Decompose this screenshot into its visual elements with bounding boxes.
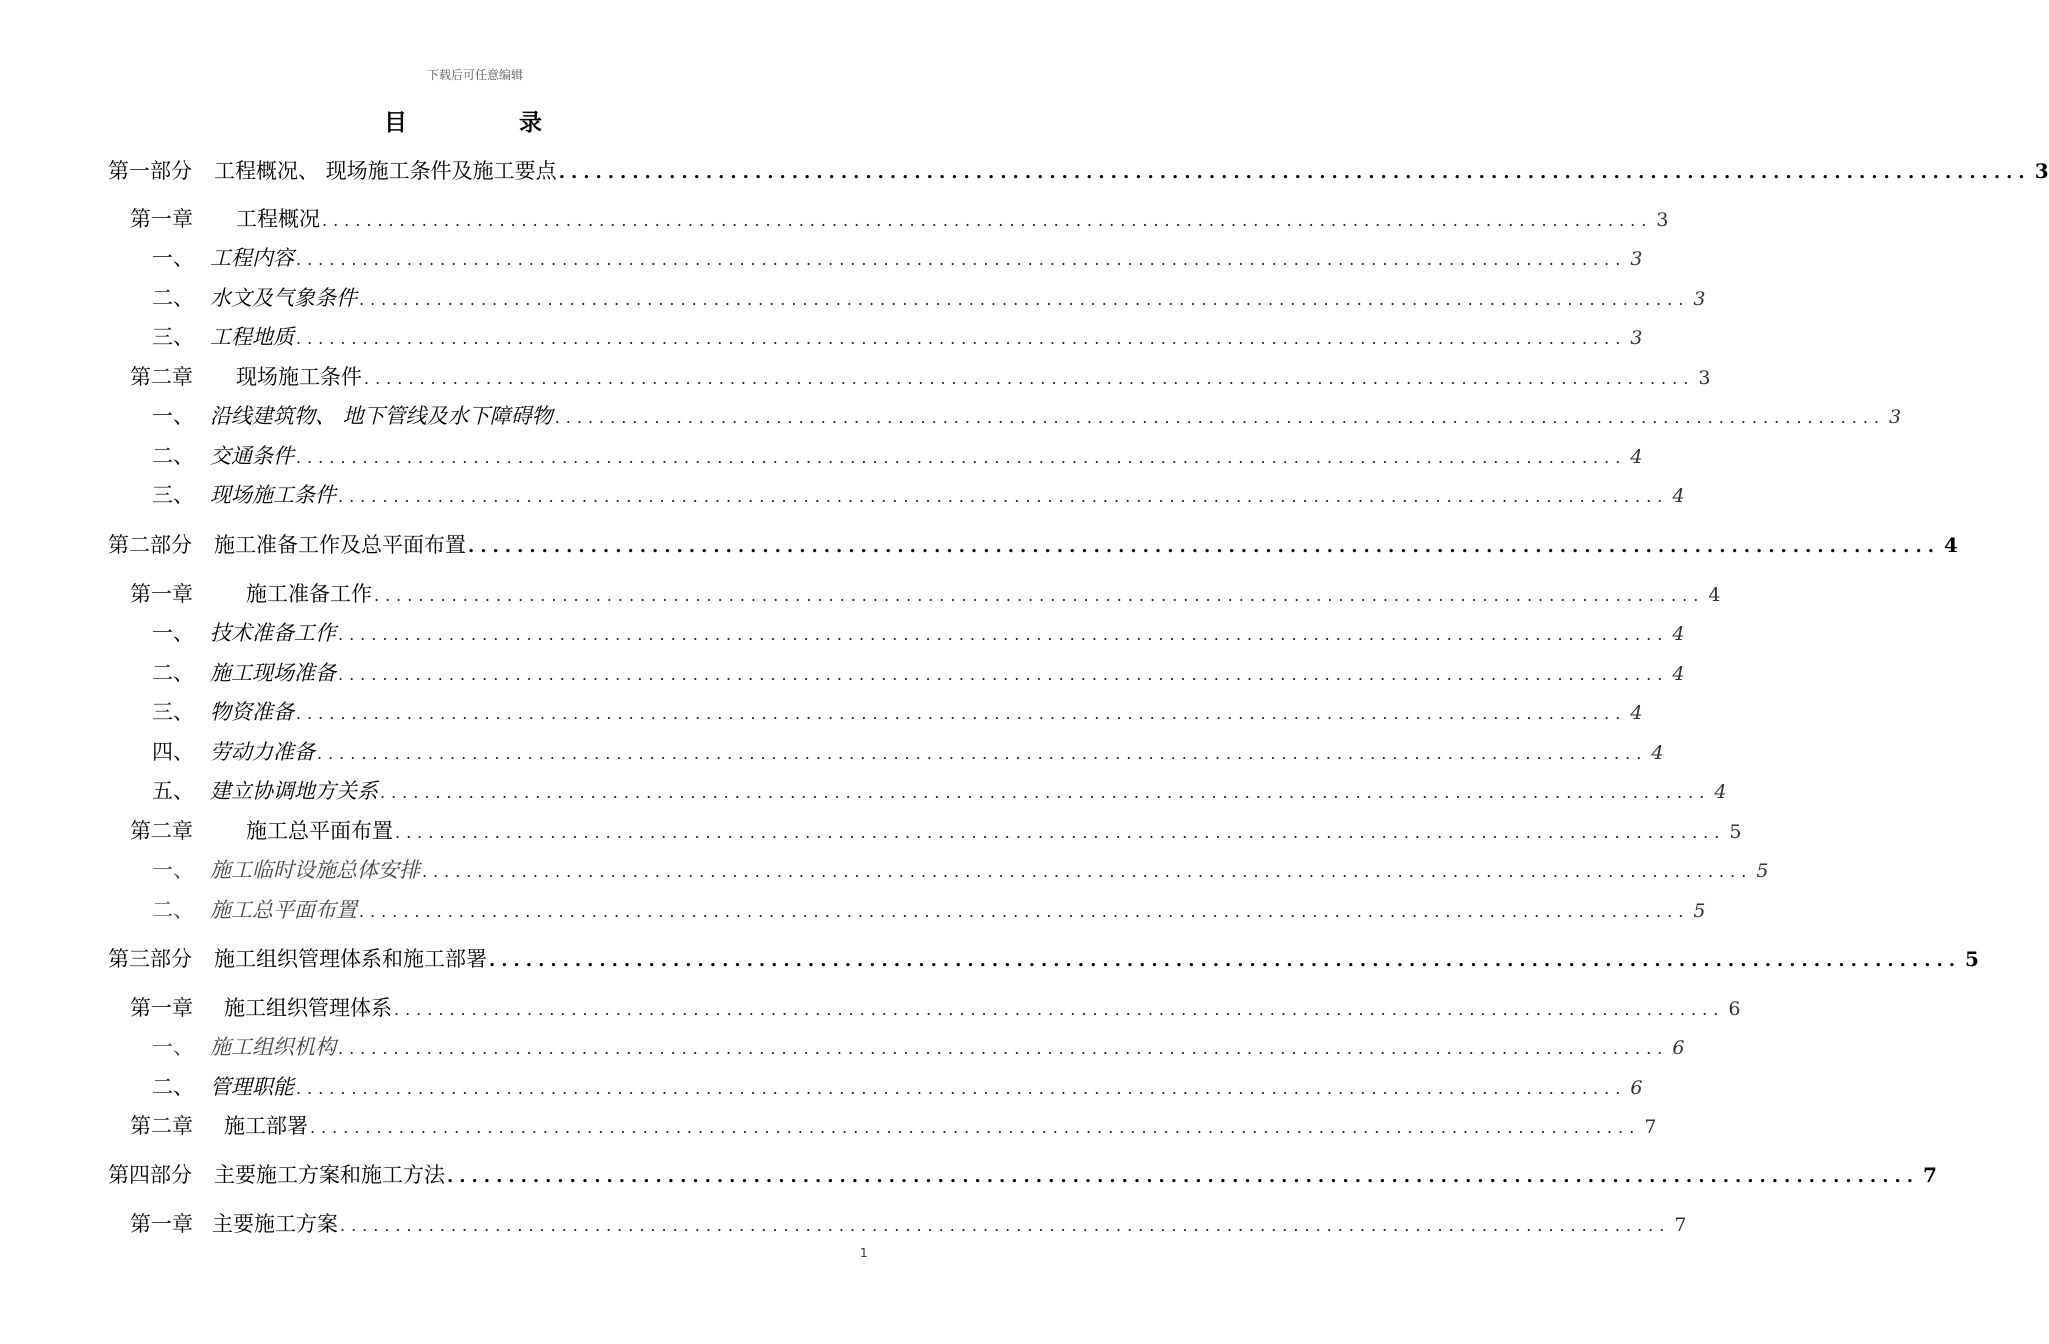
toc-number: 一、: [152, 858, 194, 882]
toc-text: 施工临时设施总体安排: [210, 858, 420, 882]
toc-page: 6: [1630, 1077, 1643, 1099]
toc-number: 第一章: [130, 996, 193, 1020]
toc-text: 施工准备工作: [246, 582, 372, 606]
toc-number: 第三部分: [108, 947, 192, 971]
toc-number: 三、: [152, 483, 194, 507]
toc-section-2-1-3[interactable]: [152, 696, 1643, 726]
toc-section-3-1-1[interactable]: [152, 1031, 1685, 1061]
dot-leader: ........................................................................................................................: [489, 950, 1961, 971]
dot-leader: ........................................................................................................................: [395, 823, 1726, 842]
toc-section-3-1-2[interactable]: [152, 1071, 1643, 1101]
dot-leader: ........................................................................................................................: [296, 1079, 1627, 1098]
toc-page: 4: [1672, 623, 1685, 645]
toc-page: 3: [1693, 288, 1706, 310]
toc-text: 水文及气象条件: [210, 286, 357, 310]
toc-section-1-2-2[interactable]: [152, 440, 1643, 470]
toc-part-4[interactable]: [108, 1159, 1937, 1189]
toc-text: 工程地质: [210, 325, 294, 349]
toc-page: 4: [1708, 584, 1721, 606]
dot-leader: ........................................................................................................................: [359, 290, 1690, 309]
toc-chapter-4-1[interactable]: [130, 1208, 1687, 1238]
toc-page: 7: [1674, 1214, 1687, 1236]
header-note: 下载后可任意编辑: [426, 68, 523, 82]
toc-text: 主要施工方案: [212, 1212, 338, 1236]
toc-number: 第一章: [130, 207, 193, 231]
dot-leader: ........................................................................................................................: [380, 783, 1711, 802]
toc-text: 工程概况、 现场施工条件及施工要点: [214, 159, 557, 183]
dot-leader: ........................................................................................................................: [338, 665, 1669, 684]
toc-chapter-3-1[interactable]: [130, 992, 1741, 1022]
dot-leader: ........................................................................................................................: [338, 625, 1669, 644]
toc-section-2-1-5[interactable]: [152, 775, 1727, 805]
toc-page: 3: [2034, 159, 2049, 183]
toc-text: 管理职能: [210, 1075, 294, 1099]
toc-text: 主要施工方案和施工方法: [214, 1163, 445, 1187]
toc-number: 第二章: [130, 819, 193, 843]
toc-text: 工程概况: [236, 207, 320, 231]
toc-page: 3: [1698, 367, 1711, 389]
dot-leader: ........................................................................................................................: [340, 1216, 1671, 1235]
dot-leader: ........................................................................................................................: [296, 329, 1627, 348]
toc-page: 4: [1630, 446, 1643, 468]
toc-page: 6: [1728, 998, 1741, 1020]
toc-number: 第一章: [130, 582, 193, 606]
toc-number: 一、: [152, 404, 194, 428]
toc-text: 施工准备工作及总平面布置: [214, 533, 466, 557]
toc-number: 第四部分: [108, 1163, 192, 1187]
toc-page: 5: [1693, 900, 1706, 922]
toc-text: 施工现场准备: [210, 661, 336, 685]
toc-page: 6: [1672, 1037, 1685, 1059]
toc-section-2-1-2[interactable]: [152, 657, 1685, 687]
toc-text: 施工组织机构: [210, 1035, 336, 1059]
toc-page: 5: [1756, 860, 1769, 882]
dot-leader: ........................................................................................................................: [447, 1166, 1919, 1187]
toc-text: 施工组织管理体系和施工部署: [214, 947, 487, 971]
dot-leader: ........................................................................................................................: [554, 408, 1885, 427]
toc-text: 工程内容: [210, 246, 294, 270]
dot-leader: ........................................................................................................................: [296, 704, 1627, 723]
toc-number: 一、: [152, 246, 194, 270]
toc-number: 第二章: [130, 365, 193, 389]
toc-part-3[interactable]: [108, 943, 1979, 973]
page-number: 1: [860, 1246, 868, 1260]
toc-page: 7: [1923, 1163, 1937, 1187]
toc-number: 五、: [152, 779, 194, 803]
toc-text: 施工总平面布置: [210, 898, 357, 922]
toc-section-1-1-3[interactable]: [152, 321, 1643, 351]
toc-number: 二、: [152, 286, 194, 310]
toc-number: 一、: [152, 1035, 194, 1059]
toc-number: 第二部分: [108, 533, 192, 557]
toc-text: 劳动力准备: [210, 740, 315, 764]
toc-number: 三、: [152, 700, 194, 724]
toc-number: 一、: [152, 621, 194, 645]
toc-section-1-1-1[interactable]: [152, 242, 1643, 272]
dot-leader: ........................................................................................................................: [422, 862, 1753, 881]
page-title: 目 录: [383, 110, 594, 136]
toc-number: 第二章: [130, 1114, 193, 1138]
toc-number: 二、: [152, 661, 194, 685]
toc-number: 四、: [152, 740, 194, 764]
toc-section-1-2-1[interactable]: [152, 400, 1902, 430]
toc-section-2-2-1[interactable]: [152, 854, 1769, 884]
toc-page: 5: [1965, 947, 1979, 971]
dot-leader: ........................................................................................................................: [374, 586, 1705, 605]
toc-page: 7: [1644, 1116, 1657, 1138]
toc-text: 施工部署: [224, 1114, 308, 1138]
dot-leader: ........................................................................................................................: [364, 369, 1695, 388]
toc-number: 二、: [152, 444, 194, 468]
toc-text: 物资准备: [210, 700, 294, 724]
toc-page: 4: [1630, 702, 1643, 724]
toc-page: 4: [1944, 533, 1958, 557]
dot-leader: ........................................................................................................................: [296, 250, 1627, 269]
toc-page: 5: [1729, 821, 1742, 843]
dot-leader: ........................................................................................................................: [394, 1000, 1725, 1019]
toc-text: 技术准备工作: [210, 621, 336, 645]
toc-section-1-1-2[interactable]: [152, 282, 1706, 312]
dot-leader: ........................................................................................................................: [338, 1039, 1669, 1058]
dot-leader: ........................................................................................................................: [296, 448, 1627, 467]
toc-chapter-1-2[interactable]: [130, 361, 1711, 391]
toc-page: 3: [1656, 209, 1669, 231]
toc-page: 4: [1672, 485, 1685, 507]
toc-part-1[interactable]: [108, 155, 2049, 185]
dot-leader: ........................................................................................................................: [468, 536, 1940, 557]
toc-section-2-1-1[interactable]: [152, 617, 1685, 647]
toc-page: 4: [1651, 742, 1664, 764]
toc-number: 三、: [152, 325, 194, 349]
toc-number: 第一部分: [108, 159, 192, 183]
toc-section-2-1-4[interactable]: [152, 736, 1664, 766]
toc-chapter-1-1[interactable]: [130, 203, 1669, 233]
dot-leader: ........................................................................................................................: [558, 162, 2031, 183]
toc-page: 4: [1714, 781, 1727, 803]
dot-leader: ........................................................................................................................: [338, 487, 1669, 506]
toc-number: 第一章: [130, 1212, 193, 1236]
toc-chapter-2-2[interactable]: [130, 815, 1742, 845]
toc-text: 施工组织管理体系: [224, 996, 392, 1020]
toc-text: 施工总平面布置: [246, 819, 393, 843]
dot-leader: ........................................................................................................................: [359, 902, 1690, 921]
toc-text: 现场施工条件: [210, 483, 336, 507]
toc-text: 建立协调地方关系: [210, 779, 378, 803]
toc-chapter-2-1[interactable]: [130, 578, 1721, 608]
toc-chapter-3-2[interactable]: [130, 1110, 1657, 1140]
toc-page: 4: [1672, 663, 1685, 685]
toc-text: 交通条件: [210, 444, 294, 468]
toc-section-2-2-2[interactable]: [152, 894, 1706, 924]
toc-text: 现场施工条件: [236, 365, 362, 389]
toc-number: 二、: [152, 898, 194, 922]
toc-part-2[interactable]: [108, 529, 1958, 559]
toc-number: 二、: [152, 1075, 194, 1099]
dot-leader: ........................................................................................................................: [310, 1118, 1641, 1137]
toc-page: 3: [1889, 406, 1902, 428]
dot-leader: ........................................................................................................................: [317, 744, 1648, 763]
toc-page: 3: [1630, 248, 1643, 270]
toc-section-1-2-3[interactable]: [152, 479, 1685, 509]
toc-text: 沿线建筑物、 地下管线及水下障碍物: [210, 404, 553, 428]
dot-leader: ........................................................................................................................: [322, 211, 1653, 230]
toc-page: 3: [1630, 327, 1643, 349]
